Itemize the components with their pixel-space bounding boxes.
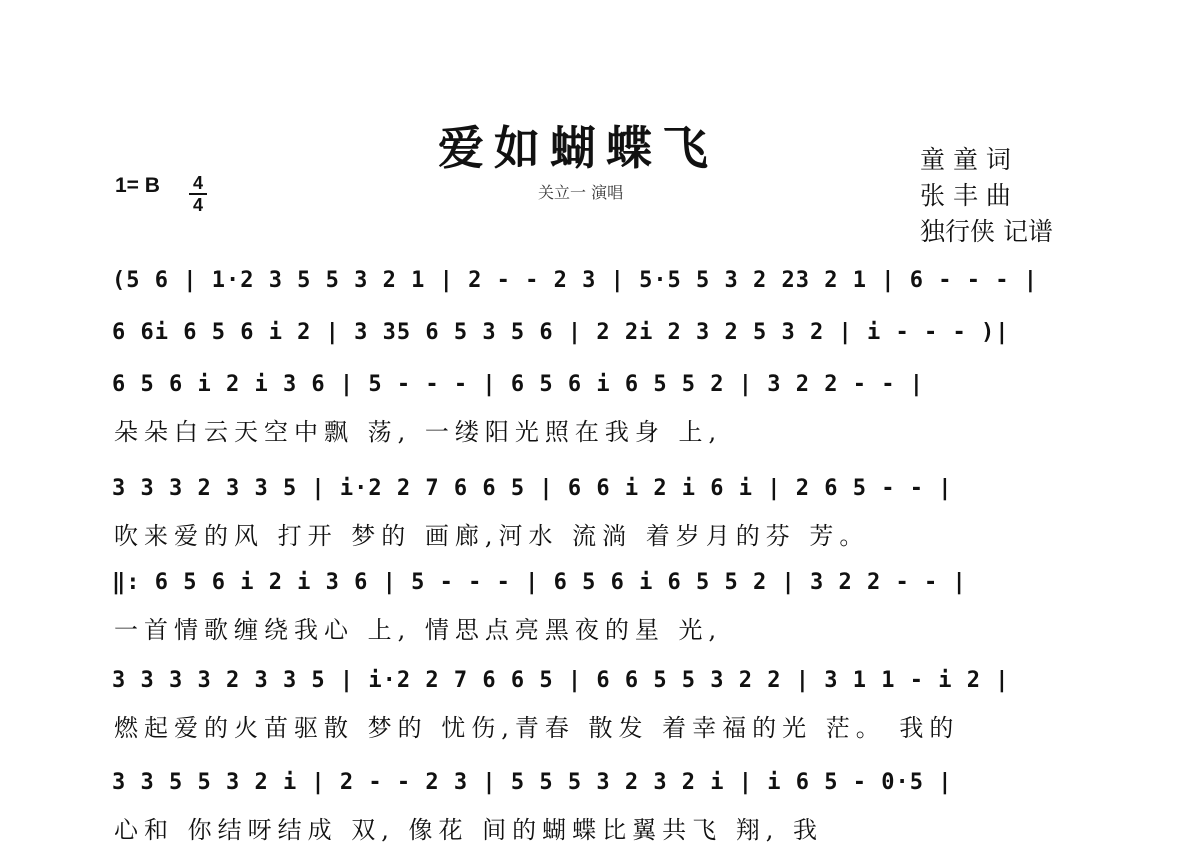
time-signature (189, 174, 207, 214)
credits-block (920, 142, 1053, 250)
lyric-line-6: 燃起爱的火苗驱散 梦的 忧伤,青春 散发 着幸福的光 茫。 我的 (114, 714, 960, 742)
song-title: 爱如蝴蝶飞 (438, 121, 718, 175)
score-line-5: ‖: 6 5 6 i 2 i 3 6 | 5 - - - | 6 5 6 i 6 5 5 2 | 3 2 2 - - | (112, 570, 967, 595)
time-signature-top: 4 (192, 173, 203, 193)
score-line-3: 6 5 6 i 2 i 3 6 | 5 - - - | 6 5 6 i 6 5 5 2 | 3 2 2 - - | (112, 372, 924, 397)
score-line-6: 3 3 3 3 2 3 3 5 | i·2 2 7 6 6 5 | 6 6 5 5 3 2 2 | 3 1 1 - i 2 | (112, 668, 1010, 693)
score-line-7: 3 3 5 5 3 2 i | 2 - - 2 3 | 5 5 5 3 2 3 2 i | i 6 5 - 0·5 | (112, 770, 953, 795)
time-signature-bottom: 4 (192, 195, 203, 215)
lyric-line-3: 朵朵白云天空中飘 荡, 一缕阳光照在我身 上, (114, 418, 723, 446)
score-line-1: (5 6 | 1·2 3 5 5 3 2 1 | 2 - - 2 3 | 5·5 5 3 2 23 2 1 | 6 - - - | (112, 268, 1038, 293)
lyric-line-5: 一首情歌缠绕我心 上, 情思点亮黑夜的星 光, (114, 616, 723, 644)
transcriber-credit: 独行侠 记谱 (920, 217, 1053, 246)
lyric-line-4: 吹来爱的风 打开 梦的 画廊,河水 流淌 着岁月的芬 芳。 (114, 522, 870, 550)
key-signature: 1= B (115, 174, 160, 197)
score-line-4: 3 3 3 2 3 3 5 | i·2 2 7 6 6 5 | 6 6 i 2 i 6 i | 2 6 5 - - | (112, 476, 953, 501)
lyricist-credit: 童 童 词 (920, 145, 1011, 174)
singer-credit: 关立一 演唱 (538, 183, 624, 202)
composer-credit: 张 丰 曲 (920, 181, 1011, 210)
lyric-line-7: 心和 你结呀结成 双, 像花 间的蝴蝶比翼共飞 翔, 我 (114, 816, 824, 844)
score-line-2: 6 6i 6 5 6 i 2 | 3 35 6 5 3 5 6 | 2 2i 2 3 2 5 3 2 | i - - - )| (112, 320, 1010, 345)
